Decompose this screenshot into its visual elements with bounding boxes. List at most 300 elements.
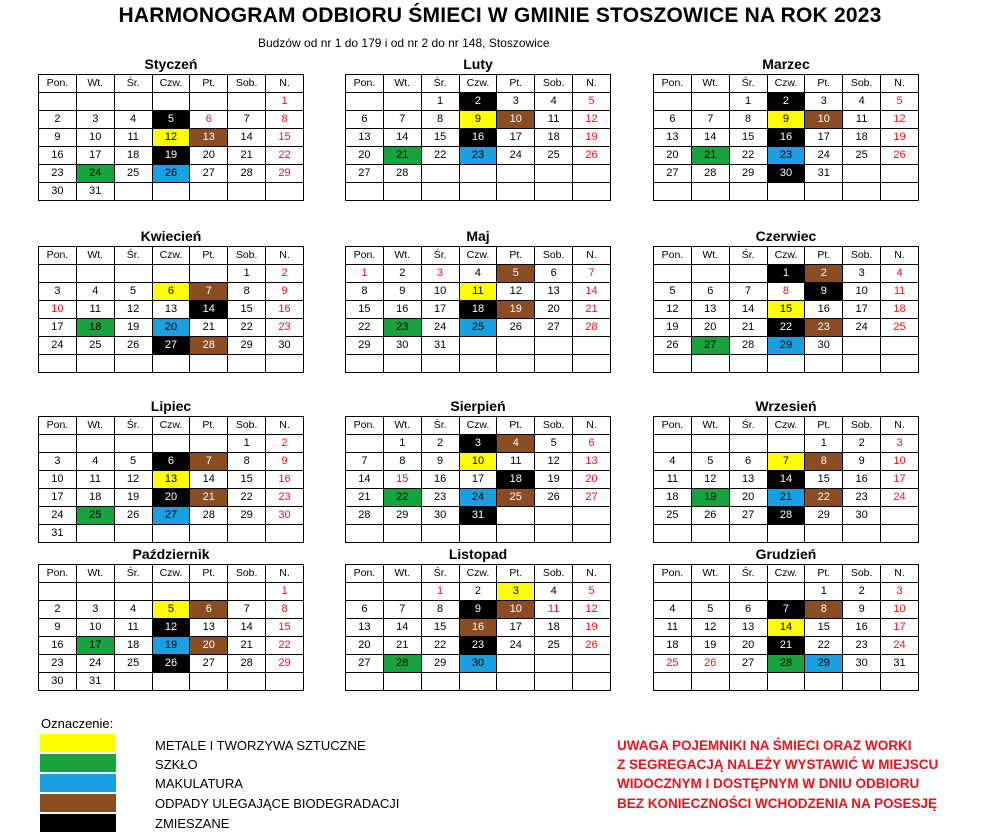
month-name: Czerwiec [755, 228, 817, 244]
day-cell: 21 [729, 319, 767, 337]
day-cell: 19 [114, 489, 152, 507]
weekday-header: Wt. [691, 565, 729, 583]
day-cell: 6 [729, 601, 767, 619]
legend-label-bio: ODPADY ULEGAJĄCE BIODEGRADACJI [155, 796, 400, 811]
day-cell: 8 [421, 601, 459, 619]
day-cell: 13 [691, 301, 729, 319]
day-cell [805, 355, 843, 373]
day-cell [573, 507, 611, 525]
day-cell: 23 [266, 489, 304, 507]
day-cell: 26 [573, 637, 611, 655]
day-cell: 27 [535, 319, 573, 337]
weekday-header: Wt. [383, 247, 421, 265]
day-cell: 6 [152, 453, 190, 471]
weekday-header: Pon. [654, 565, 692, 583]
day-cell: 31 [76, 673, 114, 691]
day-cell: 4 [535, 583, 573, 601]
day-cell: 27 [346, 655, 384, 673]
day-cell: 2 [39, 601, 77, 619]
day-cell [114, 265, 152, 283]
month-calendar [38, 227, 304, 373]
day-cell: 5 [691, 453, 729, 471]
day-cell: 25 [843, 147, 881, 165]
month-table [653, 416, 919, 543]
day-cell: 3 [76, 601, 114, 619]
legend-label-mixed: ZMIESZANE [155, 816, 230, 831]
day-cell: 8 [228, 453, 266, 471]
day-cell [39, 265, 77, 283]
day-cell [691, 435, 729, 453]
day-cell: 25 [881, 319, 919, 337]
weekday-header: Pt. [497, 247, 535, 265]
day-cell: 7 [383, 111, 421, 129]
day-cell: 19 [535, 471, 573, 489]
day-cell: 24 [805, 147, 843, 165]
page-subtitle: Budzów od nr 1 do 179 i od nr 2 do nr 148, Stoszowice [258, 36, 550, 50]
weekday-header: Wt. [76, 417, 114, 435]
day-cell: 25 [654, 507, 692, 525]
day-cell: 9 [39, 619, 77, 637]
day-cell [421, 355, 459, 373]
weekday-header: Śr. [421, 247, 459, 265]
day-cell: 20 [654, 147, 692, 165]
month-table [345, 416, 611, 543]
day-cell: 10 [39, 301, 77, 319]
month-calendar [38, 397, 304, 543]
day-cell: 12 [535, 453, 573, 471]
legend-swatch-green [40, 754, 116, 772]
weekday-header: Pt. [190, 417, 228, 435]
day-cell: 10 [843, 283, 881, 301]
day-cell [881, 507, 919, 525]
day-cell: 7 [228, 111, 266, 129]
weekday-header: Wt. [76, 75, 114, 93]
day-cell: 29 [266, 655, 304, 673]
month-table [653, 246, 919, 373]
day-cell [76, 525, 114, 543]
day-cell: 12 [152, 619, 190, 637]
day-cell: 11 [654, 471, 692, 489]
day-cell: 13 [346, 619, 384, 637]
weekday-header: Pon. [39, 417, 77, 435]
day-cell: 23 [421, 489, 459, 507]
day-cell: 17 [881, 619, 919, 637]
day-cell: 22 [266, 637, 304, 655]
day-cell: 30 [805, 337, 843, 355]
month-table [345, 246, 611, 373]
day-cell: 5 [573, 583, 611, 601]
day-cell: 16 [39, 637, 77, 655]
day-cell: 13 [535, 283, 573, 301]
day-cell: 7 [767, 601, 805, 619]
day-cell: 18 [114, 147, 152, 165]
day-cell: 15 [266, 129, 304, 147]
day-cell [729, 265, 767, 283]
day-cell [190, 93, 228, 111]
day-cell [76, 93, 114, 111]
day-cell: 14 [729, 301, 767, 319]
day-cell: 19 [497, 301, 535, 319]
day-cell: 15 [383, 471, 421, 489]
month-calendar [38, 55, 304, 201]
day-cell: 5 [497, 265, 535, 283]
day-cell: 11 [76, 471, 114, 489]
day-cell [228, 93, 266, 111]
day-cell: 23 [266, 319, 304, 337]
day-cell: 16 [459, 619, 497, 637]
day-cell [881, 165, 919, 183]
day-cell: 29 [805, 655, 843, 673]
notice-line: UWAGA POJEMNIKI NA ŚMIECI ORAZ WORKI [617, 738, 912, 753]
day-cell: 2 [459, 583, 497, 601]
day-cell [805, 183, 843, 201]
day-cell: 20 [190, 147, 228, 165]
day-cell: 27 [691, 337, 729, 355]
day-cell: 19 [881, 129, 919, 147]
day-cell: 17 [805, 129, 843, 147]
day-cell: 3 [497, 583, 535, 601]
day-cell: 20 [346, 637, 384, 655]
day-cell [383, 583, 421, 601]
weekday-header: N. [881, 565, 919, 583]
day-cell: 24 [497, 147, 535, 165]
day-cell: 25 [114, 165, 152, 183]
day-cell: 4 [654, 453, 692, 471]
day-cell: 10 [881, 601, 919, 619]
day-cell: 2 [383, 265, 421, 283]
day-cell: 9 [39, 129, 77, 147]
day-cell: 26 [691, 507, 729, 525]
day-cell: 25 [497, 489, 535, 507]
day-cell: 21 [190, 489, 228, 507]
day-cell: 10 [76, 129, 114, 147]
day-cell: 2 [266, 435, 304, 453]
day-cell: 18 [654, 637, 692, 655]
weekday-header: Wt. [383, 75, 421, 93]
legend-label-glass: SZKŁO [155, 757, 198, 772]
day-cell [114, 435, 152, 453]
day-cell: 9 [459, 111, 497, 129]
day-cell: 20 [535, 301, 573, 319]
day-cell [190, 583, 228, 601]
weekday-header: N. [573, 565, 611, 583]
day-cell [843, 355, 881, 373]
day-cell: 8 [346, 283, 384, 301]
day-cell [76, 355, 114, 373]
day-cell: 27 [190, 165, 228, 183]
month-name: Marzec [762, 56, 810, 72]
day-cell: 5 [654, 283, 692, 301]
day-cell: 16 [843, 471, 881, 489]
day-cell: 8 [729, 111, 767, 129]
day-cell [805, 673, 843, 691]
weekday-header: Wt. [76, 247, 114, 265]
day-cell: 21 [190, 319, 228, 337]
month-name: Listopad [448, 546, 508, 562]
day-cell [346, 583, 384, 601]
weekday-header: Sob. [535, 417, 573, 435]
day-cell: 24 [39, 507, 77, 525]
day-cell: 13 [573, 453, 611, 471]
day-cell: 22 [228, 489, 266, 507]
weekday-header: Czw. [767, 247, 805, 265]
day-cell [459, 337, 497, 355]
day-cell [729, 583, 767, 601]
day-cell: 11 [76, 301, 114, 319]
day-cell: 16 [767, 129, 805, 147]
day-cell: 31 [76, 183, 114, 201]
day-cell [767, 583, 805, 601]
day-cell: 26 [691, 655, 729, 673]
day-cell: 10 [76, 619, 114, 637]
day-cell: 20 [190, 637, 228, 655]
day-cell [497, 337, 535, 355]
day-cell: 27 [573, 489, 611, 507]
day-cell: 7 [573, 265, 611, 283]
day-cell: 30 [767, 165, 805, 183]
weekday-header: Śr. [421, 417, 459, 435]
day-cell: 8 [805, 601, 843, 619]
day-cell: 28 [190, 507, 228, 525]
day-cell: 31 [459, 507, 497, 525]
day-cell [228, 183, 266, 201]
day-cell [421, 673, 459, 691]
day-cell: 16 [459, 129, 497, 147]
day-cell: 16 [383, 301, 421, 319]
day-cell [535, 507, 573, 525]
weekday-header: Pon. [654, 247, 692, 265]
day-cell: 19 [152, 147, 190, 165]
day-cell: 7 [767, 453, 805, 471]
day-cell: 9 [383, 283, 421, 301]
day-cell: 14 [573, 283, 611, 301]
weekday-header: Śr. [729, 565, 767, 583]
day-cell [691, 183, 729, 201]
day-cell [497, 655, 535, 673]
weekday-header: Pon. [346, 417, 384, 435]
weekday-header: Wt. [691, 75, 729, 93]
day-cell: 13 [190, 619, 228, 637]
day-cell [881, 525, 919, 543]
day-cell: 11 [654, 619, 692, 637]
day-cell [573, 355, 611, 373]
day-cell: 8 [266, 111, 304, 129]
day-cell [881, 673, 919, 691]
day-cell: 28 [383, 655, 421, 673]
weekday-header: Wt. [76, 565, 114, 583]
day-cell: 9 [266, 283, 304, 301]
legend-label-metals: METALE I TWORZYWA SZTUCZNE [155, 738, 366, 753]
day-cell: 28 [729, 337, 767, 355]
weekday-header: N. [266, 417, 304, 435]
legend-swatch-black [40, 814, 116, 832]
day-cell: 21 [691, 147, 729, 165]
day-cell: 7 [228, 601, 266, 619]
day-cell: 21 [767, 489, 805, 507]
day-cell: 18 [535, 619, 573, 637]
weekday-header: Pon. [346, 247, 384, 265]
day-cell: 26 [573, 147, 611, 165]
day-cell [76, 435, 114, 453]
day-cell: 21 [346, 489, 384, 507]
month-calendar [653, 545, 919, 691]
day-cell [535, 673, 573, 691]
day-cell: 18 [843, 129, 881, 147]
day-cell [114, 525, 152, 543]
day-cell: 14 [767, 619, 805, 637]
weekday-header: N. [573, 75, 611, 93]
day-cell: 5 [535, 435, 573, 453]
day-cell [767, 355, 805, 373]
day-cell: 23 [459, 147, 497, 165]
day-cell: 15 [729, 129, 767, 147]
day-cell: 9 [767, 111, 805, 129]
day-cell: 30 [266, 507, 304, 525]
weekday-header: Śr. [114, 75, 152, 93]
day-cell: 25 [535, 147, 573, 165]
day-cell: 12 [691, 471, 729, 489]
day-cell: 26 [535, 489, 573, 507]
day-cell: 12 [573, 111, 611, 129]
weekday-header: Pon. [39, 565, 77, 583]
day-cell [114, 583, 152, 601]
day-cell: 6 [152, 283, 190, 301]
day-cell: 21 [767, 637, 805, 655]
day-cell: 23 [39, 655, 77, 673]
day-cell: 2 [843, 583, 881, 601]
day-cell [767, 525, 805, 543]
day-cell: 4 [114, 111, 152, 129]
day-cell: 27 [190, 655, 228, 673]
day-cell [729, 673, 767, 691]
weekday-header: Wt. [691, 417, 729, 435]
day-cell: 3 [39, 283, 77, 301]
day-cell: 18 [459, 301, 497, 319]
day-cell: 14 [383, 129, 421, 147]
day-cell: 6 [573, 435, 611, 453]
day-cell: 29 [266, 165, 304, 183]
day-cell [691, 265, 729, 283]
notice-line: WIDOCZNYM I DOSTĘPNYM W DNIU ODBIORU [617, 776, 920, 791]
day-cell [535, 165, 573, 183]
day-cell: 14 [383, 619, 421, 637]
day-cell: 3 [76, 111, 114, 129]
day-cell: 29 [346, 337, 384, 355]
weekday-header: N. [881, 247, 919, 265]
day-cell: 30 [843, 507, 881, 525]
day-cell: 13 [190, 129, 228, 147]
day-cell [573, 183, 611, 201]
day-cell [497, 165, 535, 183]
day-cell: 21 [383, 637, 421, 655]
weekday-header: N. [573, 247, 611, 265]
day-cell [190, 265, 228, 283]
day-cell: 14 [190, 301, 228, 319]
day-cell: 19 [573, 129, 611, 147]
page-title: HARMONOGRAM ODBIORU ŚMIECI W GMINIE STOSZOWICE NA ROK 2023 [118, 4, 882, 27]
month-table [38, 246, 304, 373]
day-cell: 14 [190, 471, 228, 489]
day-cell: 27 [152, 337, 190, 355]
day-cell [535, 525, 573, 543]
day-cell: 24 [421, 319, 459, 337]
day-cell: 5 [573, 93, 611, 111]
day-cell: 17 [39, 319, 77, 337]
day-cell [39, 583, 77, 601]
day-cell: 1 [266, 583, 304, 601]
day-cell: 16 [421, 471, 459, 489]
weekday-header: Śr. [729, 417, 767, 435]
day-cell [654, 525, 692, 543]
day-cell [383, 525, 421, 543]
day-cell: 24 [76, 655, 114, 673]
day-cell [535, 183, 573, 201]
day-cell: 14 [767, 471, 805, 489]
day-cell: 23 [39, 165, 77, 183]
day-cell [383, 183, 421, 201]
day-cell [152, 93, 190, 111]
day-cell: 15 [228, 471, 266, 489]
weekday-header: Śr. [421, 75, 459, 93]
day-cell [114, 183, 152, 201]
day-cell: 3 [881, 435, 919, 453]
day-cell [346, 355, 384, 373]
day-cell: 28 [691, 165, 729, 183]
day-cell [654, 183, 692, 201]
day-cell [729, 183, 767, 201]
day-cell: 1 [805, 435, 843, 453]
day-cell [190, 183, 228, 201]
day-cell: 17 [459, 471, 497, 489]
day-cell: 30 [39, 183, 77, 201]
month-calendar [345, 227, 611, 373]
day-cell: 17 [497, 619, 535, 637]
day-cell: 30 [39, 673, 77, 691]
day-cell: 30 [266, 337, 304, 355]
day-cell [497, 507, 535, 525]
day-cell: 22 [805, 489, 843, 507]
day-cell: 6 [190, 601, 228, 619]
day-cell: 17 [843, 301, 881, 319]
day-cell: 7 [729, 283, 767, 301]
day-cell: 15 [266, 619, 304, 637]
day-cell: 11 [535, 111, 573, 129]
day-cell: 26 [654, 337, 692, 355]
day-cell [114, 355, 152, 373]
day-cell: 7 [190, 283, 228, 301]
day-cell: 16 [843, 619, 881, 637]
day-cell: 22 [421, 147, 459, 165]
weekday-header: Sob. [228, 247, 266, 265]
day-cell: 8 [421, 111, 459, 129]
weekday-header: N. [881, 75, 919, 93]
day-cell: 18 [76, 489, 114, 507]
weekday-header: N. [266, 565, 304, 583]
legend-label-paper: MAKULATURA [155, 776, 243, 791]
day-cell: 10 [39, 471, 77, 489]
weekday-header: Śr. [421, 565, 459, 583]
day-cell: 10 [497, 111, 535, 129]
day-cell: 3 [421, 265, 459, 283]
day-cell: 31 [805, 165, 843, 183]
weekday-header: Pt. [190, 247, 228, 265]
day-cell: 6 [346, 111, 384, 129]
notice-line: BEZ KONIECZNOŚCI WCHODZENIA NA POSESJĘ [617, 796, 938, 811]
day-cell: 4 [843, 93, 881, 111]
day-cell: 5 [114, 453, 152, 471]
day-cell: 29 [228, 507, 266, 525]
weekday-header: Śr. [114, 417, 152, 435]
